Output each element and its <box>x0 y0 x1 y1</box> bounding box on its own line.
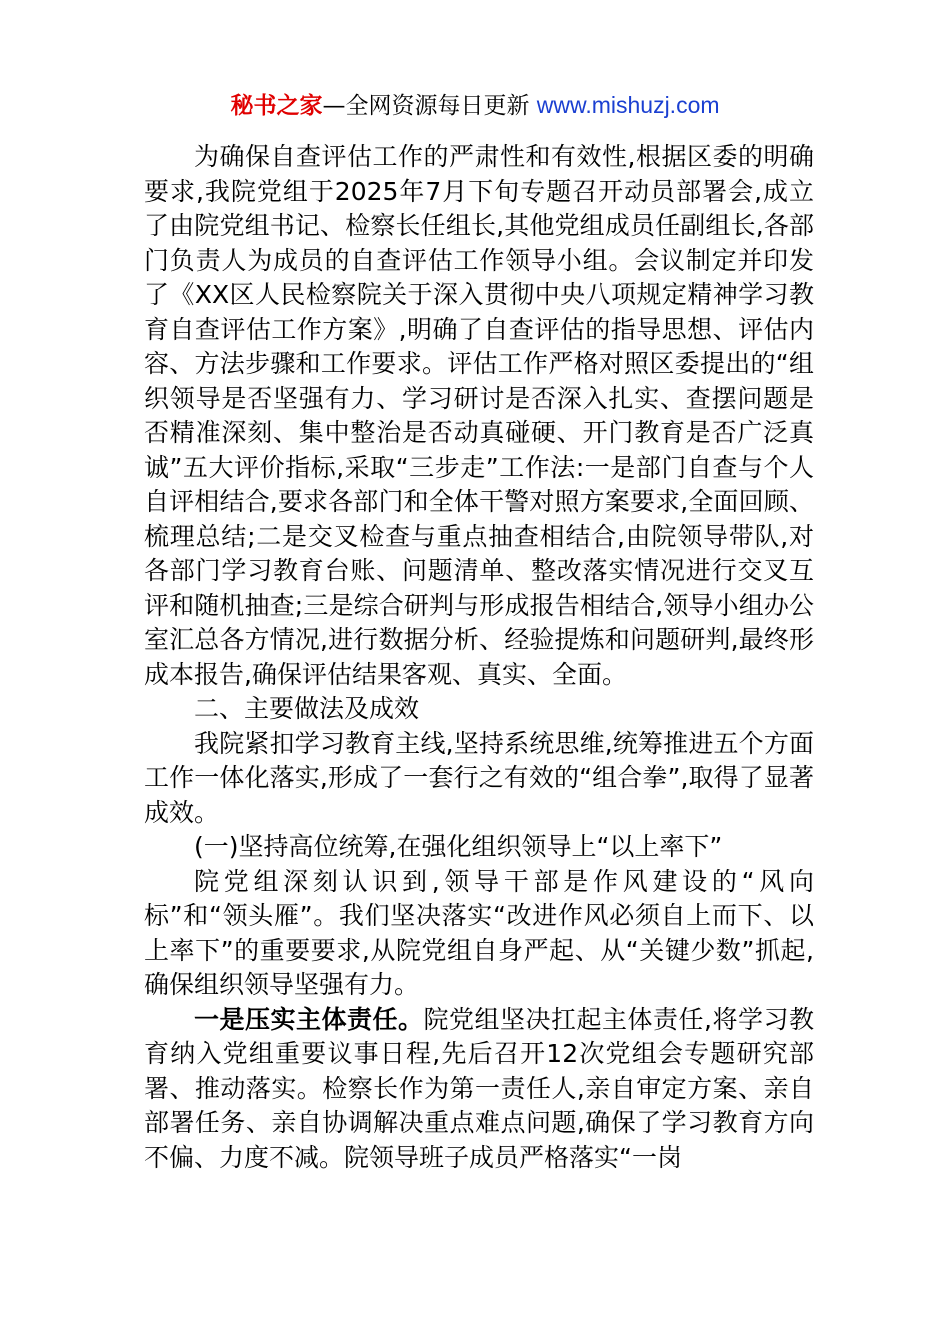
section-heading-main-practices: 二、主要做法及成效 <box>194 694 420 723</box>
paragraph-lead-phrase: 一是压实主体责任。 <box>194 1004 424 1034</box>
document-body <box>144 140 814 1175</box>
paragraph-main-practices-intro: 我院紧扣学习教育主线,坚持系统思维,统筹推进五个方面工作一体化落实,形成了一套行之有效的“组合拳”,取得了显著成效。 <box>144 728 814 827</box>
paragraph-responsibility-text: 院党组坚决扛起主体责任,将学习教育纳入党组重要议事日程,先后召开12次党组会专题研究部署、推动落实。检察长作为第一责任人,亲自审定方案、亲自部署任务、亲自协调解决重点难点问题,确保了学习教育方向不偏、力度不减。院领导班子成员严格落实“一岗 <box>144 1004 814 1172</box>
paragraph-assessment-process: 为确保自查评估工作的严肃性和有效性,根据区委的明确要求,我院党组于2025年7月下旬专题召开动员部署会,成立了由院党组书记、检察长任组长,其他党组成员任副组长,各部门负责人为成员的自查评估工作领导小组。会议制定并印发了《XX区人民检察院关于深入贯彻中央八项规定精神学习教育自查评估工作方案》,明确了自查评估的指导思想、评估内容、方法步骤和工作要求。评估工作严格对照区委提出的“组织领导是否坚强有力、学习研讨是否深入扎实、查摆问题是否精准深刻、集中整治是否动真碰硬、开门教育是否广泛真诚”五大评价指标,采取“三步走”工作法:一是部门自查与个人自评相结合,要求各部门和全体干警对照方案要求,全面回顾、梳理总结;二是交叉检查与重点抽查相结合,由院领导带队,对各部门学习教育台账、问题清单、整改落实情况进行交叉互评和随机抽查;三是综合研判与形成报告相结合,领导小组办公室汇总各方情况,进行数据分析、经验提炼和问题研判,最终形成本报告,确保评估结果客观、真实、全面。 <box>144 142 814 689</box>
site-header <box>0 90 950 121</box>
paragraph-leadership: 院党组深刻认识到,领导干部是作风建设的“风向标”和“领头雁”。我们坚决落实“改进作风必须自上而下、以上率下”的重要要求,从院党组自身严起、从“关键少数”抓起,确保组织领导坚强有力。 <box>144 866 814 999</box>
site-brand: 秘书之家 <box>230 93 323 119</box>
site-url-link[interactable]: www.mishuzj.com <box>536 92 720 118</box>
site-tagline: —全网资源每日更新 <box>322 93 537 119</box>
subsection-heading-leadership: (一)坚持高位统筹,在强化组织领导上“以上率下” <box>194 832 723 861</box>
paragraph-responsibility <box>144 1003 814 1176</box>
